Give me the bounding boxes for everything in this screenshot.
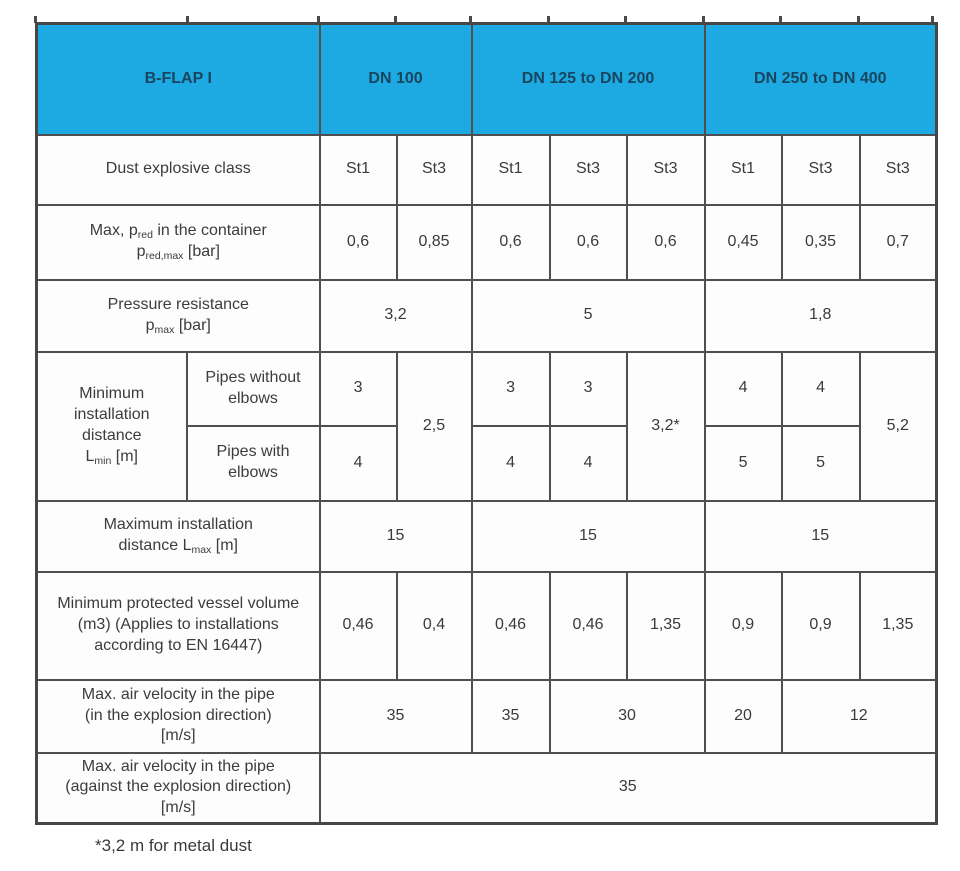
min-install-without-elbows-row xyxy=(37,352,937,426)
value-cell: 0,6 xyxy=(472,205,550,280)
value-cell: 0,45 xyxy=(705,205,782,280)
value-cell: St3 xyxy=(627,135,705,205)
value-cell: St3 xyxy=(782,135,860,205)
value-cell: 4 xyxy=(705,352,782,426)
value-cell: St3 xyxy=(860,135,937,205)
value-cell: 1,35 xyxy=(627,572,705,680)
value-cell: 4 xyxy=(472,426,550,501)
value-cell: St1 xyxy=(705,135,782,205)
value-cell: St1 xyxy=(320,135,397,205)
value-cell: 0,35 xyxy=(782,205,860,280)
dust-class-row xyxy=(37,135,937,205)
pressure-resistance-row xyxy=(37,280,937,352)
value-cell: 20 xyxy=(705,680,782,753)
value-cell: 0,46 xyxy=(320,572,397,680)
velocity-against-label: Max. air velocity in the pipe (against the explosion direction) [m/s] xyxy=(37,753,320,824)
value-cell: 4 xyxy=(782,352,860,426)
header-group-dn250-400: DN 250 to DN 400 xyxy=(705,24,937,135)
pipes-without-elbows-label: Pipes without elbows xyxy=(187,352,320,426)
value-cell: 5 xyxy=(705,426,782,501)
value-cell: 12 xyxy=(782,680,937,753)
dust-class-label: Dust explosive class xyxy=(37,135,320,205)
value-cell: St1 xyxy=(472,135,550,205)
value-cell: 0,85 xyxy=(397,205,472,280)
value-cell: 0,7 xyxy=(860,205,937,280)
max-install-row xyxy=(37,501,937,572)
value-cell: 0,46 xyxy=(550,572,627,680)
value-cell: 4 xyxy=(320,426,397,501)
value-cell: St3 xyxy=(550,135,627,205)
pipes-with-elbows-label: Pipes with elbows xyxy=(187,426,320,501)
value-cell: 3 xyxy=(320,352,397,426)
value-cell-merged: 3,2* xyxy=(627,352,705,501)
vessel-volume-label: Minimum protected vessel volume (m3) (Applies to installations according to EN 16447) xyxy=(37,572,320,680)
velocity-in-label: Max. air velocity in the pipe (in the explosion direction) [m/s] xyxy=(37,680,320,753)
value-cell: 15 xyxy=(320,501,472,572)
header-row xyxy=(37,24,937,135)
value-cell: 35 xyxy=(320,680,472,753)
value-cell-merged: 2,5 xyxy=(397,352,472,501)
pred-max-label: Max, $p_{red}$ in the container $p_{red,max}$ [bar] xyxy=(37,205,320,280)
header-product-cell: B-FLAP I xyxy=(37,24,320,135)
velocity-in-row xyxy=(37,680,937,753)
value-cell: 5 xyxy=(472,280,705,352)
max-install-label: Maximum installation distance $L_{max}$ [m] xyxy=(37,501,320,572)
value-cell: 0,6 xyxy=(627,205,705,280)
header-group-dn125-200: DN 125 to DN 200 xyxy=(472,24,705,135)
value-cell: 0,46 xyxy=(472,572,550,680)
value-cell: 0,9 xyxy=(782,572,860,680)
value-cell: 3 xyxy=(550,352,627,426)
value-cell: 15 xyxy=(472,501,705,572)
value-cell-merged: 5,2 xyxy=(860,352,937,501)
pressure-resistance-label: Pressure resistance $p_{max}$ [bar] xyxy=(37,280,320,352)
bflap-spec-table xyxy=(35,22,938,825)
value-cell: 0,4 xyxy=(397,572,472,680)
value-cell: 1,8 xyxy=(705,280,937,352)
value-cell: 0,9 xyxy=(705,572,782,680)
min-install-label: Minimum installation distance $L_{min}$ [m] xyxy=(37,352,187,501)
value-cell: 15 xyxy=(705,501,937,572)
value-cell: 35 xyxy=(320,753,937,824)
value-cell: 3,2 xyxy=(320,280,472,352)
value-cell: 35 xyxy=(472,680,550,753)
footnote: *3,2 m for metal dust xyxy=(95,836,252,855)
value-cell: 3 xyxy=(472,352,550,426)
value-cell: 1,35 xyxy=(860,572,937,680)
value-cell: 30 xyxy=(550,680,705,753)
header-group-dn100: DN 100 xyxy=(320,24,472,135)
value-cell: St3 xyxy=(397,135,472,205)
vessel-volume-row xyxy=(37,572,937,680)
value-cell: 0,6 xyxy=(320,205,397,280)
value-cell: 4 xyxy=(550,426,627,501)
value-cell: 5 xyxy=(782,426,860,501)
value-cell: 0,6 xyxy=(550,205,627,280)
pred-max-row xyxy=(37,205,937,280)
velocity-against-row xyxy=(37,753,937,824)
